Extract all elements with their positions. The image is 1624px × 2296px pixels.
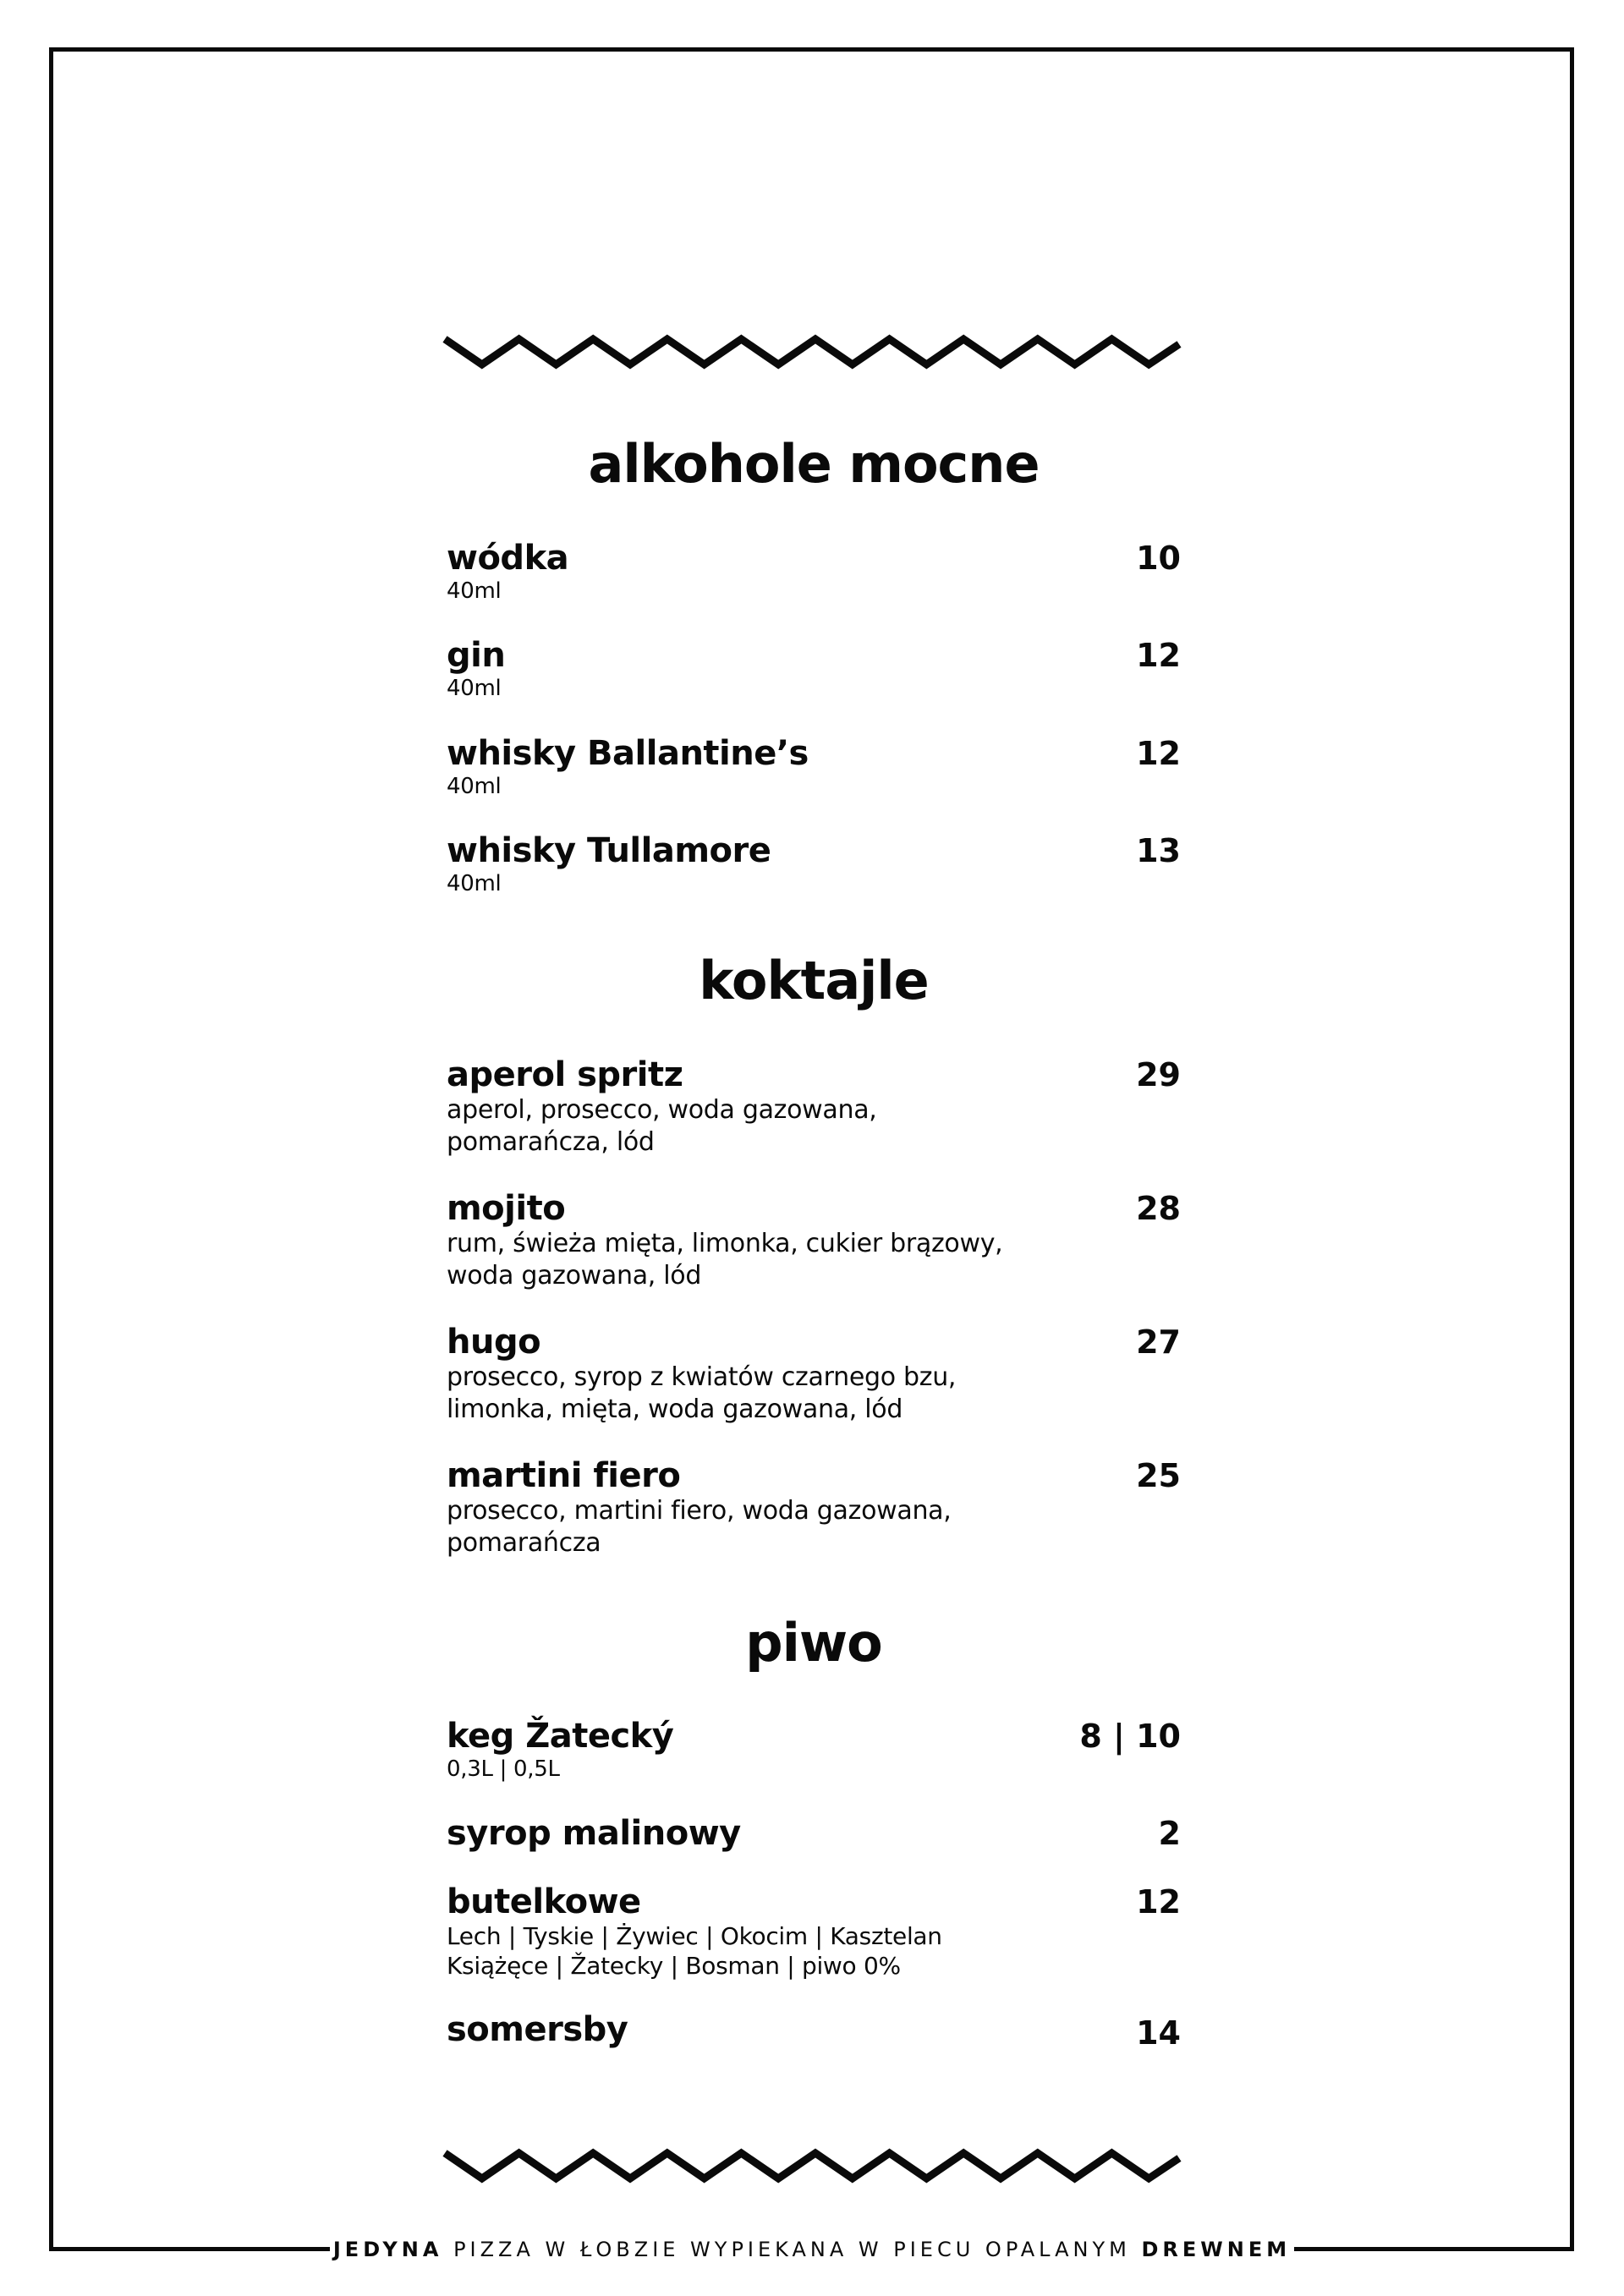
- frame-border-right: [1570, 47, 1574, 2251]
- section-title-piwo: piwo: [745, 1612, 882, 1674]
- item-name: whisky Tullamore: [447, 831, 771, 870]
- footer-middle-text: PIZZA W ŁOBZIE WYPIEKANA W PIECU OPALANYM: [453, 2238, 1131, 2261]
- item-ingredients-line2: pomarańcza: [447, 1528, 601, 1558]
- section-title-koktajle: koktajle: [699, 950, 929, 1011]
- item-volume: 40ml: [447, 676, 502, 701]
- item-price: 12: [1136, 637, 1181, 674]
- item-name: mojito: [447, 1189, 566, 1228]
- menu-item-hugo: [447, 1323, 1181, 1426]
- item-ingredients-line2: pomarańcza, lód: [447, 1127, 655, 1157]
- item-name: martini fiero: [447, 1456, 681, 1495]
- item-price: 12: [1136, 1883, 1181, 1921]
- item-price: 13: [1136, 832, 1181, 869]
- item-price: 25: [1136, 1457, 1181, 1494]
- item-brands-line1: Lech | Tyskie | Żywiec | Okocim | Kasztelan: [447, 1922, 942, 1950]
- footer-tagline: [330, 2236, 1294, 2263]
- item-name: syrop malinowy: [447, 1814, 741, 1853]
- item-volume: 0,3L | 0,5L: [447, 1756, 560, 1782]
- item-name: wódka: [447, 539, 569, 578]
- item-ingredients-line2: limonka, mięta, woda gazowana, lód: [447, 1395, 903, 1424]
- menu-item-keg-zatecky: [447, 1717, 1181, 1783]
- item-name: somersby: [447, 2010, 628, 2049]
- menu-item-butelkowe: [447, 1882, 1181, 1981]
- item-price: 14: [1136, 2014, 1181, 2052]
- item-name: butelkowe: [447, 1882, 641, 1921]
- frame-border-bottom-left: [49, 2247, 330, 2251]
- item-volume: 40ml: [447, 774, 502, 799]
- item-ingredients-line1: prosecco, syrop z kwiatów czarnego bzu,: [447, 1362, 957, 1392]
- menu-item-whisky-tullamore: [447, 831, 1181, 897]
- menu-item-whisky-ballantines: [447, 734, 1181, 800]
- menu-item-mojito: [447, 1189, 1181, 1292]
- frame-border-bottom-right: [1294, 2247, 1574, 2251]
- item-name: aperol spritz: [447, 1055, 683, 1094]
- menu-item-syrop-malinowy: [447, 1814, 1181, 1853]
- item-volume: 40ml: [447, 871, 502, 896]
- item-price: 28: [1136, 1190, 1181, 1227]
- menu-item-martini-fiero: [447, 1456, 1181, 1559]
- item-price: 2: [1158, 1815, 1181, 1852]
- item-name: keg Žatecký: [447, 1717, 674, 1756]
- section-title-alkohole-mocne: alkohole mocne: [588, 433, 1040, 495]
- item-price: 8 | 10: [1079, 1718, 1181, 1755]
- item-price: 29: [1136, 1056, 1181, 1093]
- menu-item-somersby: [447, 2010, 1181, 2052]
- item-name: hugo: [447, 1323, 541, 1362]
- item-ingredients-line1: rum, świeża mięta, limonka, cukier brązowy,: [447, 1229, 1003, 1258]
- item-price: 10: [1136, 540, 1181, 577]
- item-price: 27: [1136, 1323, 1181, 1361]
- item-volume: 40ml: [447, 578, 502, 604]
- item-price: 12: [1136, 735, 1181, 772]
- zigzag-divider-top: [442, 334, 1182, 373]
- item-brands-line2: Książęce | Žatecky | Bosman | piwo 0%: [447, 1952, 901, 1980]
- item-ingredients-line1: aperol, prosecco, woda gazowana,: [447, 1095, 877, 1125]
- zigzag-divider-bottom: [442, 2148, 1182, 2187]
- menu-item-wodka: [447, 539, 1181, 605]
- footer-word-drewnem: DREWNEM: [1141, 2238, 1292, 2261]
- item-ingredients-line1: prosecco, martini fiero, woda gazowana,: [447, 1496, 952, 1526]
- frame-border-top: [49, 47, 1574, 52]
- menu-item-gin: [447, 636, 1181, 702]
- item-name: whisky Ballantine’s: [447, 734, 809, 773]
- menu-item-aperol-spritz: [447, 1055, 1181, 1159]
- frame-border-left: [49, 47, 53, 2251]
- item-ingredients-line2: woda gazowana, lód: [447, 1261, 702, 1290]
- footer-word-jedyna: JEDYNA: [332, 2238, 443, 2261]
- item-name: gin: [447, 636, 506, 675]
